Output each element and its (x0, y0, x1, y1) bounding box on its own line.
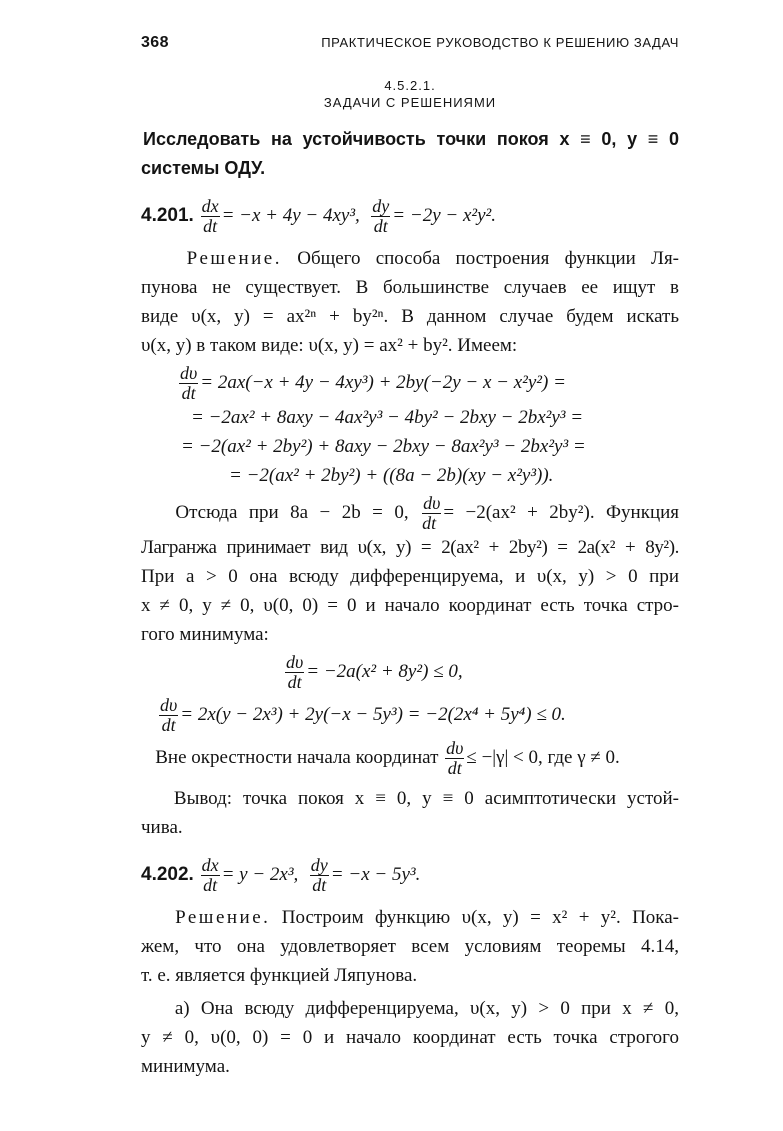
equation-rhs: = y − 2x³, (221, 863, 299, 885)
fraction-dv-dt: $\frac{d\upsilon}{dt}$ (180, 363, 198, 403)
fraction-dx-dt: $\frac{dx}{dt}$ (201, 855, 219, 895)
running-title: ПРАКТИЧЕСКОЕ РУКОВОДСТВО К РЕШЕНИЮ ЗАДАЧ (321, 35, 679, 50)
lagrange-paragraph (141, 494, 679, 649)
fraction-dv-dt: $\frac{d\upsilon}{dt}$ (446, 738, 464, 778)
fraction-dv-dt: $\frac{d\upsilon}{dt}$ (422, 493, 441, 533)
text-line: y ≠ 0, υ(0, 0) = 0 и начало координат есть точка строгого (141, 1027, 679, 1048)
fraction-dv-dt: $\frac{d\upsilon}{dt}$ (160, 695, 178, 735)
equation-line: = −2ax² + 8axy − 4ax²y³ − 4by² − 2bxy − 2bx²y³ = (191, 407, 584, 428)
solution-paragraph (141, 903, 679, 990)
problem-4-202-statement (141, 856, 679, 895)
task-statement: Исследовать на устойчивость точки покоя x ≡ 0, y ≡ 0 системы ОДУ. (141, 129, 679, 178)
equation-rhs: = −2y − x²y². (392, 204, 496, 226)
text-fragment: Отсюда при 8a − 2b = 0, (175, 501, 409, 523)
condition-a-paragraph (141, 994, 679, 1081)
text-fragment: = −2(ax² + 2by²). Функция (443, 501, 680, 523)
fraction-dx-dt: $\frac{dx}{dt}$ (201, 196, 219, 236)
text-line: минимума. (141, 1056, 230, 1077)
derivative-estimate (141, 653, 679, 735)
page-number: 368 (141, 34, 169, 51)
text-line: виде υ(x, y) = ax²ⁿ + by²ⁿ. В данном случае будем искать (141, 306, 679, 327)
text-line: чива. (141, 817, 183, 838)
problem-label: 4.202. (141, 863, 194, 885)
neighborhood-paragraph (141, 739, 679, 778)
equation-line: = 2x(y − 2x³) + 2y(−x − 5y³) = −2(2x⁴ + 5y⁴) ≤ 0. (180, 703, 566, 725)
page-header (141, 28, 679, 57)
text-fragment: ≤ −|γ| < 0, где γ ≠ 0. (466, 746, 620, 768)
derivative-computation (141, 364, 679, 490)
equation-line: = −2(ax² + 2by²) + ((8a − 2b)(xy − x²y³)). (229, 465, 554, 486)
equation-line: = −2(ax² + 2by²) + 8axy − 2bxy − 8ax²y³ − 2bx²y³ = (181, 436, 586, 457)
text-line: Лагранжа принимает вид υ(x, y) = 2(ax² + 2by²) = 2a(x² + 8y²). (141, 537, 679, 558)
text-line: пунова не существует. В большинстве случаев ее ищут в (141, 277, 679, 298)
equation-line: = −2a(x² + 8y²) ≤ 0, (306, 660, 463, 682)
fraction-dy-dt: $\frac{dy}{dt}$ (310, 855, 328, 895)
text-line: Общего способа построения функции Ля- (297, 248, 680, 269)
text-line: υ(x, y) в таком виде: υ(x, y) = ax² + by². Имеем: (141, 335, 518, 356)
equation-rhs: = −x − 5y³. (330, 863, 421, 885)
text-line: При a > 0 она всюду дифференцируема, и υ(x, y) > 0 при (141, 566, 679, 587)
text-fragment: Вне окрестности начала координат (155, 746, 439, 768)
problem-label: 4.201. (141, 204, 194, 226)
section-number: 4.5.2.1. (384, 78, 436, 93)
text-line: Вывод: точка покоя x ≡ 0, y ≡ 0 асимптотически устой- (173, 788, 680, 809)
text-line: Построим функцию υ(x, y) = x² + y². Пока- (281, 907, 680, 928)
equation-rhs: = −x + 4y − 4xy³, (221, 204, 360, 226)
section-title: ЗАДАЧИ С РЕШЕНИЯМИ (323, 95, 497, 110)
solution-paragraph (141, 244, 679, 360)
text-line: x ≠ 0, y ≠ 0, υ(0, 0) = 0 и начало координат есть точка стро- (141, 595, 679, 616)
problem-4-201-statement (141, 197, 679, 236)
text-line: гого минимума: (141, 624, 269, 645)
text-line: жем, что она удовлетворяет всем условиям теоремы 4.14, (141, 936, 679, 957)
conclusion-paragraph (141, 784, 679, 842)
fraction-dy-dt: $\frac{dy}{dt}$ (372, 196, 390, 236)
solution-word: Решение. (175, 907, 271, 928)
text-line: а) Она всюду дифференцируема, υ(x, y) > 0 при x ≠ 0, (174, 998, 680, 1019)
equation-line: = 2ax(−x + 4y − 4xy³) + 2by(−2y − x − x²y²) = (200, 371, 566, 393)
fraction-dv-dt: $\frac{d\upsilon}{dt}$ (286, 652, 304, 692)
solution-word: Решение. (186, 248, 282, 269)
text-line: т. е. является функцией Ляпунова. (141, 965, 418, 986)
